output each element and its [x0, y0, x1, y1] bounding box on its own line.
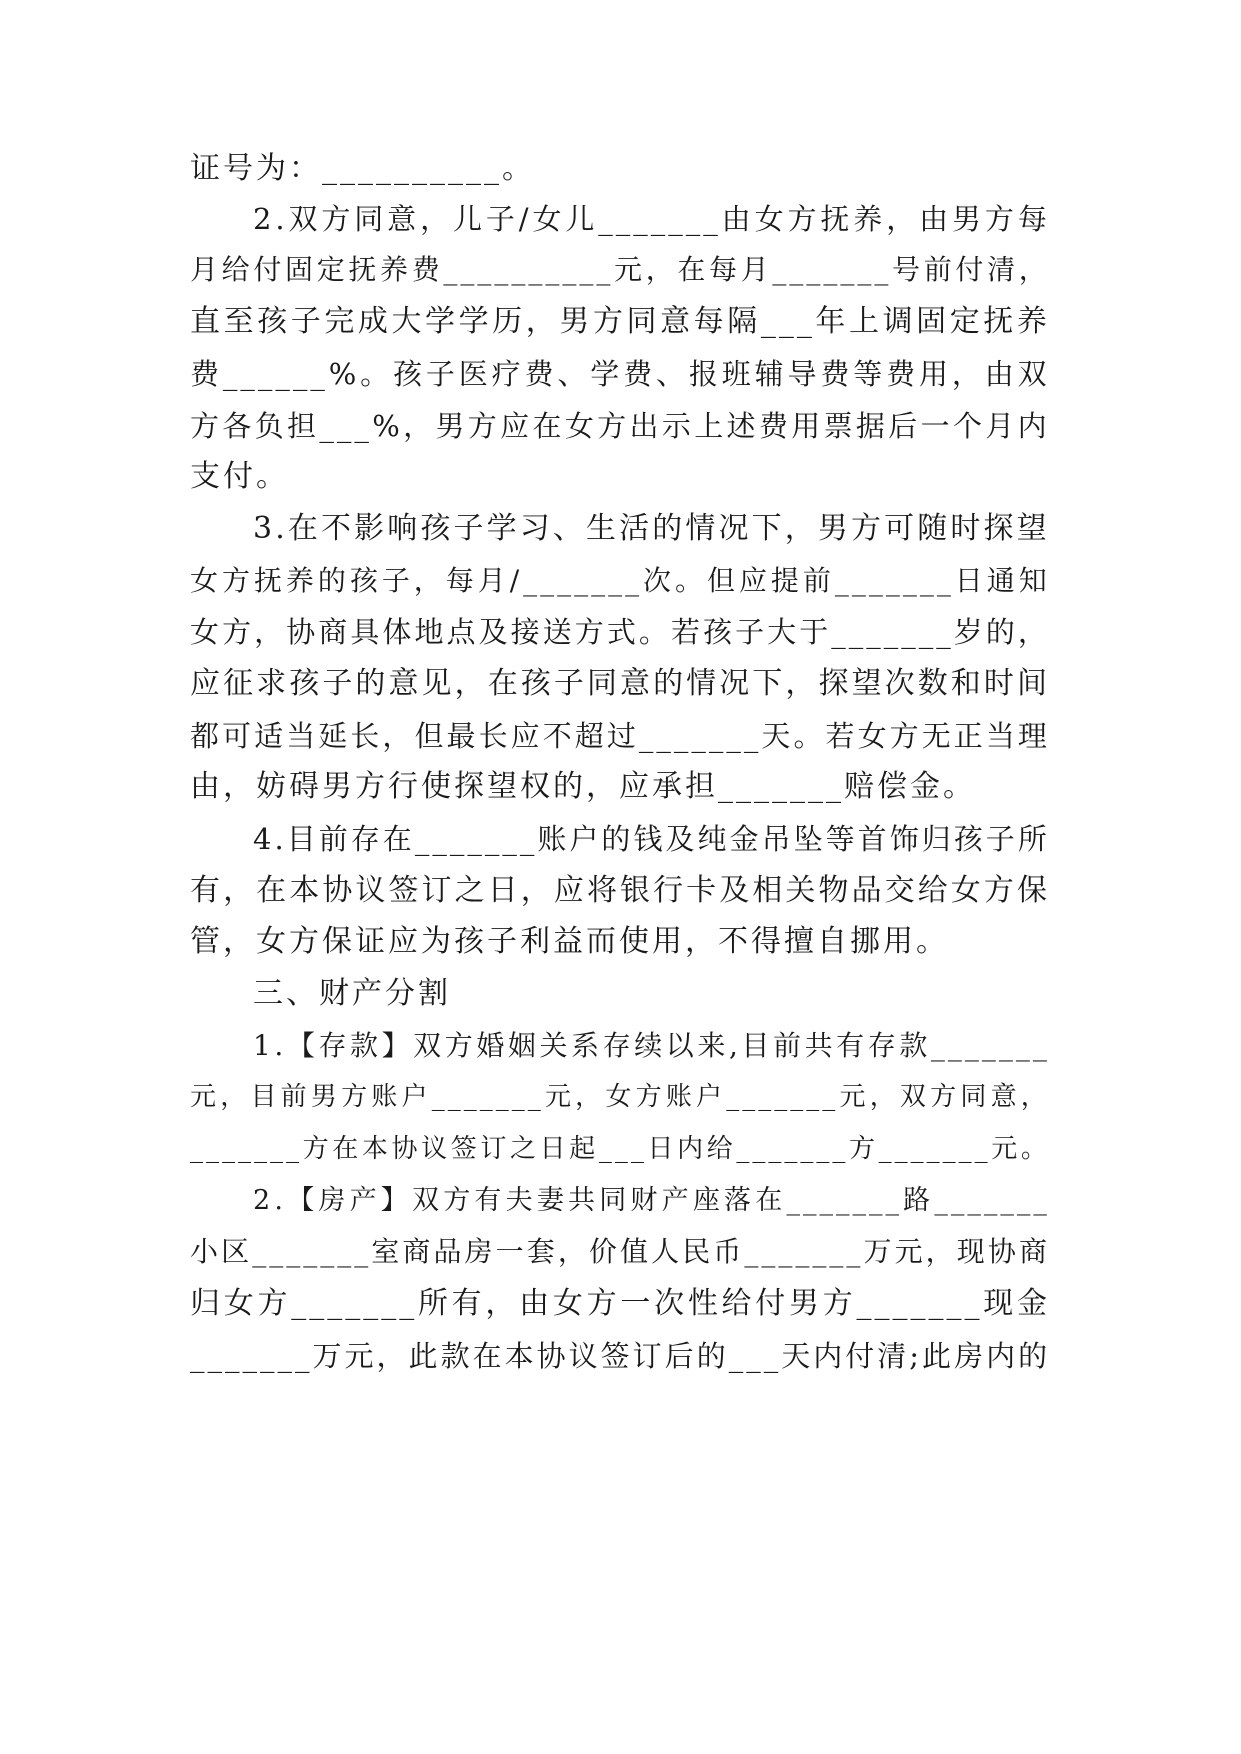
text-line: 3 . 在 不 影 响 孩 子 学 习 、 生 活 的 情 况 下 ， 男 方 可 随 时 探 望	[253, 511, 1050, 546]
text-line: 方 各 负 担 ___ % ， 男 方 应 在 女 方 出 示 上 述 费 用 票 据 后 一 个 月 内	[190, 409, 1050, 443]
text-line: 由，妨碍男方行使探望权的，应承担_______赔偿金。	[190, 769, 976, 804]
text-line: 归 女 方 _______ 所 有 ， 由 女 方 一 次 性 给 付 男 方 _______ 现 金	[190, 1286, 1050, 1321]
text-line: 4 . 目 前 存 在 _______ 账 户 的 钱 及 纯 金 吊 坠 等 首 饰 归 孩 子 所	[253, 822, 1050, 856]
text-line: 女 方 抚 养 的 孩 子 ， 每 月 / _______ 次 。 但 应 提 前 _______ 日 通 知	[190, 564, 1050, 597]
text-line: 月 给 付 固 定 抚 养 费 __________ 元 ， 在 每 月 _______ 号 前 付 清 ，	[190, 253, 1050, 286]
text-line: 女 方 ， 协 商 具 体 地 点 及 接 送 方 式 。 若 孩 子 大 于 _______ 岁 的 ，	[190, 615, 1050, 649]
text-line: 费 ______ % 。 孩 子 医 疗 费 、 学 费 、 报 班 辅 导 费 等 费 用 ， 由 双	[190, 357, 1050, 391]
text-line: 小 区 _______ 室 商 品 房 一 套 ， 价 值 人 民 币 _______ 万 元 ， 现 协 商	[190, 1235, 1050, 1268]
text-line: 支付。	[190, 459, 289, 494]
text-line: _______ 万 元 ， 此 款 在 本 协 议 签 订 后 的 ___ 天 内 付 清 ; 此 房 内 的	[190, 1339, 1051, 1373]
text-line: 2 . 双 方 同 意 ， 儿 子 / 女 儿 _______ 由 女 方 抚 养 ， 由 男 方 每	[253, 202, 1050, 236]
text-line: _______ 方 在 本 协 议 签 订 之 日 起 ___ 日 内 给 _______ 方 _______ 元 。	[190, 1134, 1050, 1164]
text-line: 都 可 适 当 延 长 ， 但 最 长 应 不 超 过 _______ 天 。 若 女 方 无 正 当 理	[190, 719, 1050, 753]
text-line: 证号为：__________。	[190, 151, 535, 186]
text-line: 2 . 【 房 产 】 双 方 有 夫 妻 共 同 财 产 座 落 在 _______ 路 _______	[253, 1185, 1050, 1216]
text-line: 1 . 【 存 款 】 双 方 婚 姻 关 系 存 续 以 来 , 目 前 共 有 存 款 _______	[253, 1029, 1050, 1062]
text-line: 有 ， 在 本 协 议 签 订 之 日 ， 应 将 银 行 卡 及 相 关 物 品 交 给 女 方 保	[190, 873, 1050, 908]
section-heading: 三、财产分割	[253, 976, 451, 1011]
text-line: 应 征 求 孩 子 的 意 见 ， 在 孩 子 同 意 的 情 况 下 ， 探 望 次 数 和 时 间	[190, 666, 1050, 701]
text-line: 直 至 孩 子 完 成 大 学 学 历 ， 男 方 同 意 每 隔 ___ 年 上 调 固 定 抚 养	[190, 304, 1050, 339]
text-line: 管，女方保证应为孩子利益而使用，不得擅自挪用。	[190, 924, 949, 959]
text-line: 元 ， 目 前 男 方 账 户 _______ 元 ， 女 方 账 户 _______ 元 ， 双 方 同 意 ，	[190, 1082, 1050, 1112]
